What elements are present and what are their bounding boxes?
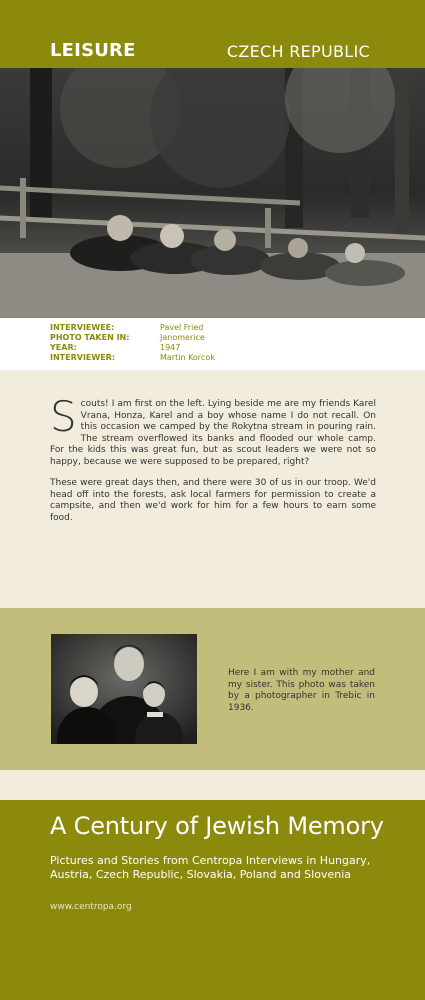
photo-metadata xyxy=(0,318,425,370)
footer-url-link[interactable]: www.centropa.org xyxy=(50,902,132,912)
family-photo-caption: Here I am with my mother and my sister. This photo was taken by a photographer in Trebic in 1936. xyxy=(228,668,375,713)
meta-label: YEAR: xyxy=(50,343,77,352)
divider-strip xyxy=(0,770,425,800)
story-section xyxy=(0,370,425,608)
story-paragraph-2: These were great days then, and there were 30 of us in our troop. We'd head off into the forests, ask local farmers for permission to create a campsite, and then we'd work for him for a few hours to earn some food. xyxy=(50,478,376,523)
footer-title: A Century of Jewish Memory xyxy=(50,812,384,840)
meta-value: Janomerice xyxy=(160,333,205,342)
meta-row-photo-taken-in xyxy=(50,333,205,343)
meta-value: 1947 xyxy=(160,343,181,352)
meta-label: PHOTO TAKEN IN: xyxy=(50,333,130,342)
meta-row-interviewer xyxy=(50,353,215,363)
meta-row-interviewee xyxy=(50,323,203,333)
meta-value: Martin Korcok xyxy=(160,353,215,362)
drop-cap: S xyxy=(50,392,77,441)
meta-row-year xyxy=(50,343,180,353)
footer-subtitle: Pictures and Stories from Centropa Interviews in Hungary, Austria, Czech Republic, Slovakia, Poland and Slovenia xyxy=(50,854,371,881)
country-title: CZECH REPUBLIC xyxy=(226,42,370,61)
story-text-1: couts! I am first on the left. Lying beside me are my friends Karel Vrana, Honza, Karel and a boy whose name I do not recall. On this occasion we camped by the Rokytna stream in pouring rain. The stream overflowed its banks and flooded our whole camp. For the kids this was great fun, but as scout leaders we were not so happy, because we were supposed to be prepared, right? xyxy=(50,399,376,467)
footer xyxy=(0,800,425,1000)
family-photo xyxy=(51,634,197,744)
header-bar xyxy=(0,0,425,68)
scouts-photo-image xyxy=(0,68,425,318)
meta-value: Pavel Fried xyxy=(160,323,204,332)
category-title: LEISURE xyxy=(50,40,136,61)
family-photo-image xyxy=(51,634,197,744)
meta-label: INTERVIEWER: xyxy=(50,353,116,362)
story-paragraph-1 xyxy=(50,392,376,468)
meta-label: INTERVIEWEE: xyxy=(50,323,115,332)
scouts-photo xyxy=(0,68,425,318)
